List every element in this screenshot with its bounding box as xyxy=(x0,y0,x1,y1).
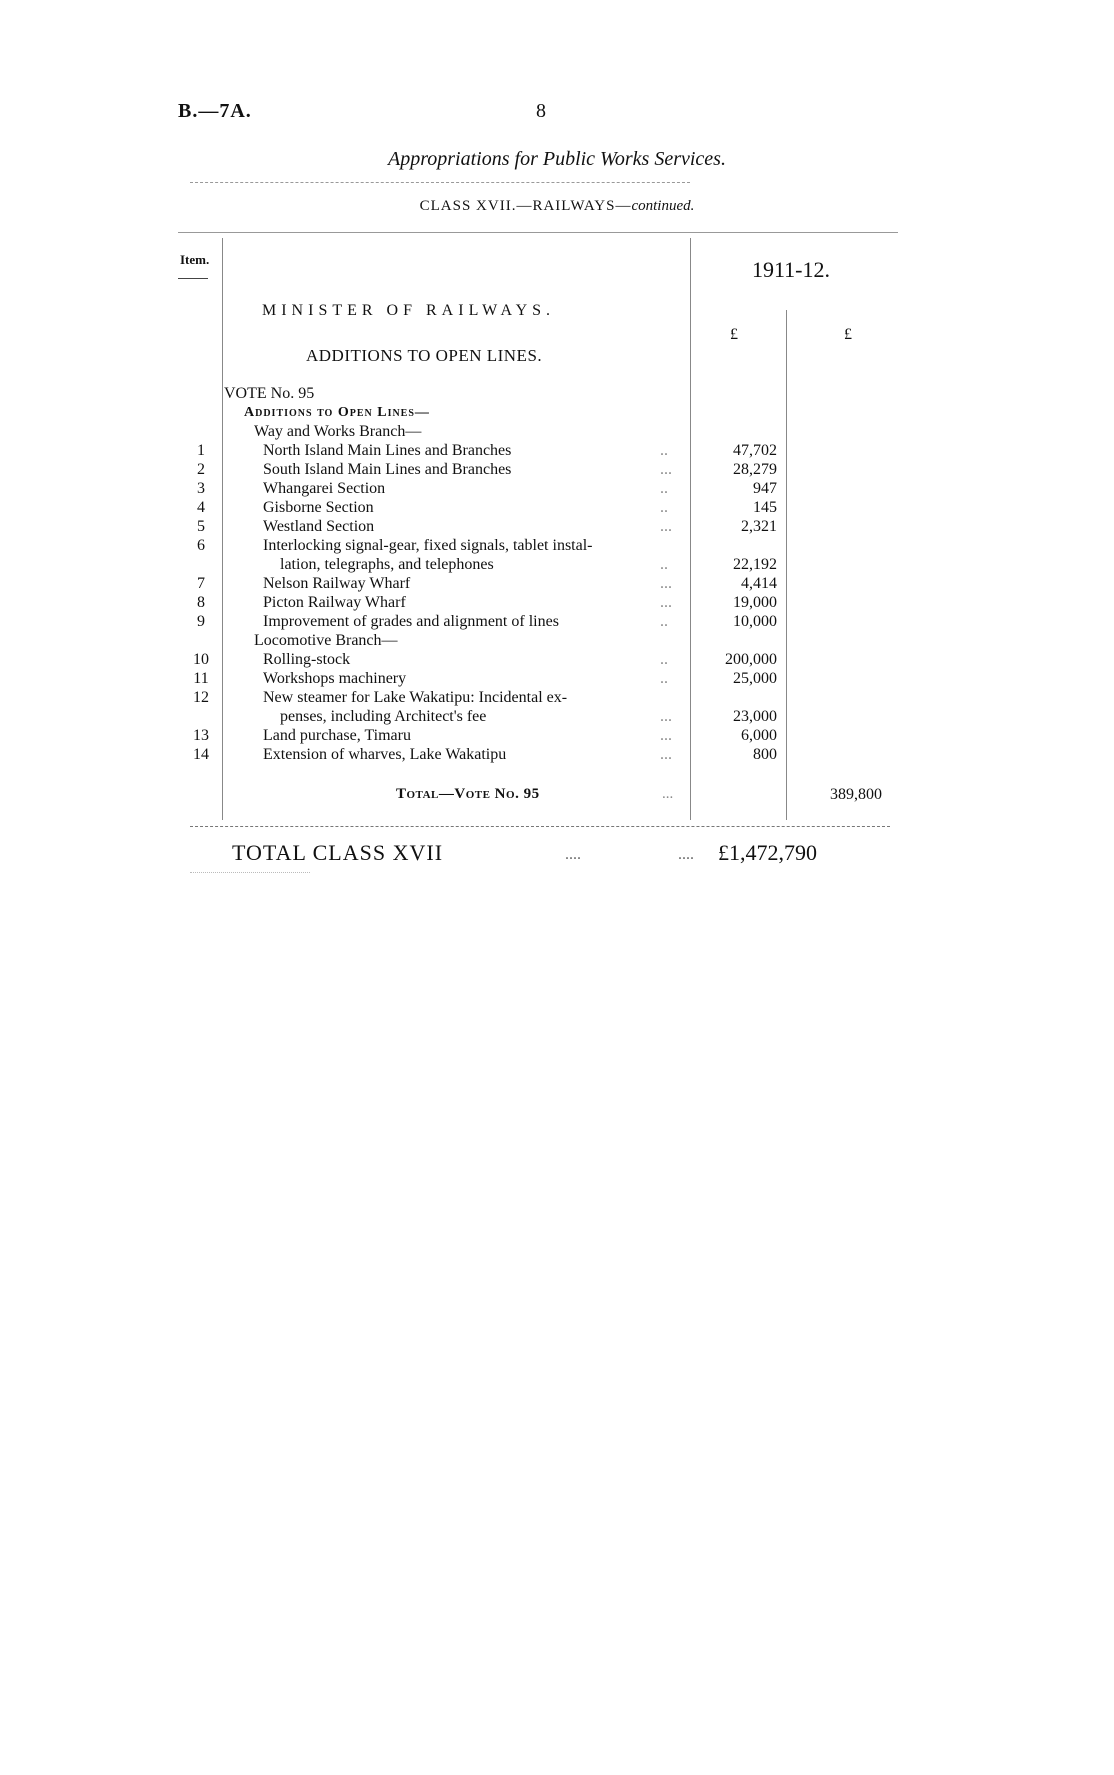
title-rule xyxy=(190,182,690,183)
item-header-underline xyxy=(178,278,208,279)
item-amount: 23,000 xyxy=(733,708,777,725)
item-number: 7 xyxy=(197,575,205,592)
table-row xyxy=(0,499,1114,518)
item-number: 4 xyxy=(197,499,205,516)
class-total-label: TOTAL CLASS XVII xyxy=(232,840,444,865)
item-description: Gisborne Section xyxy=(263,499,374,516)
class-total-amount: £1,472,790 xyxy=(718,840,817,865)
item-description: Picton Railway Wharf xyxy=(263,594,406,611)
section-heading: ADDITIONS TO OPEN LINES. xyxy=(306,346,543,365)
item-amount: 947 xyxy=(753,480,777,497)
item-number: 5 xyxy=(197,518,205,535)
item-number: 11 xyxy=(193,670,209,687)
footer-rule xyxy=(190,872,310,873)
table-row xyxy=(0,708,1114,727)
item-number: 10 xyxy=(193,651,209,668)
leader-dots: .. xyxy=(660,480,668,497)
item-description: North Island Main Lines and Branches xyxy=(263,442,512,459)
item-amount: 4,414 xyxy=(741,575,777,592)
leader-dots: ... xyxy=(660,575,672,592)
class-total-dots-2: .... xyxy=(678,846,694,863)
table-row xyxy=(0,613,1114,632)
class-title-suffix: continued. xyxy=(631,198,695,214)
table-row xyxy=(0,727,1114,746)
item-description: Rolling-stock xyxy=(263,651,351,668)
item-amount: 47,702 xyxy=(733,442,777,459)
item-description: Whangarei Section xyxy=(263,480,386,497)
table-row xyxy=(0,518,1114,537)
table-row xyxy=(0,461,1114,480)
table-row xyxy=(0,670,1114,689)
item-description: Land purchase, Timaru xyxy=(263,727,411,744)
vote-subheading: Additions to Open Lines— xyxy=(244,405,430,420)
table-bottom-rule xyxy=(190,826,890,827)
item-description: penses, including Architect's fee xyxy=(280,708,487,725)
item-description: lation, telegraphs, and telephones xyxy=(280,556,494,573)
item-amount: 145 xyxy=(753,499,777,516)
leader-dots: .. xyxy=(660,499,668,516)
branch-heading-way-and-works: Way and Works Branch— xyxy=(254,423,422,440)
vote-total-amount: 389,800 xyxy=(830,786,882,803)
leader-dots: ... xyxy=(660,746,672,763)
leader-dots: .. xyxy=(660,556,668,573)
item-number: 1 xyxy=(197,442,205,459)
item-amount: 10,000 xyxy=(733,613,777,630)
leader-dots: ... xyxy=(660,518,672,535)
branch-heading-locomotive: Locomotive Branch— xyxy=(254,632,398,649)
item-amount: 19,000 xyxy=(733,594,777,611)
vote-heading: VOTE No. 95 xyxy=(224,385,315,402)
table-row xyxy=(0,442,1114,461)
table-row xyxy=(0,746,1114,765)
table-row xyxy=(0,480,1114,499)
item-description: Nelson Railway Wharf xyxy=(263,575,411,592)
item-number: 6 xyxy=(197,537,205,554)
item-number: 8 xyxy=(197,594,205,611)
table-row xyxy=(0,594,1114,613)
item-description: Westland Section xyxy=(263,518,375,535)
item-amount: 2,321 xyxy=(741,518,777,535)
item-description: South Island Main Lines and Branches xyxy=(263,461,512,478)
item-description: Interlocking signal-gear, fixed signals, tablet instal- xyxy=(263,537,593,554)
item-number: 3 xyxy=(197,480,205,497)
leader-dots: .. xyxy=(660,442,668,459)
item-number: 12 xyxy=(193,689,209,706)
ministry-heading: MINISTER OF RAILWAYS. xyxy=(262,302,556,319)
item-amount: 28,279 xyxy=(733,461,777,478)
leader-dots: .. xyxy=(660,651,668,668)
currency-header-items: £ xyxy=(730,326,738,343)
item-amount: 200,000 xyxy=(725,651,777,668)
item-description: New steamer for Lake Wakatipu: Incidental ex- xyxy=(263,689,568,706)
item-number: 2 xyxy=(197,461,205,478)
item-number: 13 xyxy=(193,727,209,744)
item-amount: 22,192 xyxy=(733,556,777,573)
item-amount: 25,000 xyxy=(733,670,777,687)
class-title xyxy=(0,198,1114,215)
item-column-header: Item. xyxy=(180,252,210,267)
leader-dots: ... xyxy=(660,594,672,611)
year-header: 1911-12. xyxy=(752,257,831,282)
vote-total-dots: ... xyxy=(662,786,674,802)
leader-dots: .. xyxy=(660,613,668,630)
class-title-main: CLASS XVII.—RAILWAYS— xyxy=(419,198,632,214)
table-top-rule xyxy=(178,232,898,233)
leader-dots: ... xyxy=(660,461,672,478)
currency-header-total: £ xyxy=(844,326,852,343)
leader-dots: .. xyxy=(660,670,668,687)
item-description: Workshops machinery xyxy=(263,670,407,687)
vote-total-label: Total—Vote No. 95 xyxy=(396,786,540,802)
item-description: Extension of wharves, Lake Wakatipu xyxy=(263,746,507,763)
document-reference: B.—7A. xyxy=(178,100,252,122)
item-description: Improvement of grades and alignment of lines xyxy=(263,613,559,630)
table-row xyxy=(0,689,1114,708)
table-row xyxy=(0,575,1114,594)
item-number: 9 xyxy=(197,613,205,630)
item-number: 14 xyxy=(193,746,209,763)
table-row xyxy=(0,651,1114,670)
item-amount: 6,000 xyxy=(741,727,777,744)
page-title: Appropriations for Public Works Services. xyxy=(388,148,726,170)
item-amount: 800 xyxy=(753,746,777,763)
table-row xyxy=(0,537,1114,556)
class-total-dots-1: .... xyxy=(565,846,581,863)
leader-dots: ... xyxy=(660,727,672,744)
table-row xyxy=(0,556,1114,575)
leader-dots: ... xyxy=(660,708,672,725)
page-number: 8 xyxy=(536,100,546,122)
